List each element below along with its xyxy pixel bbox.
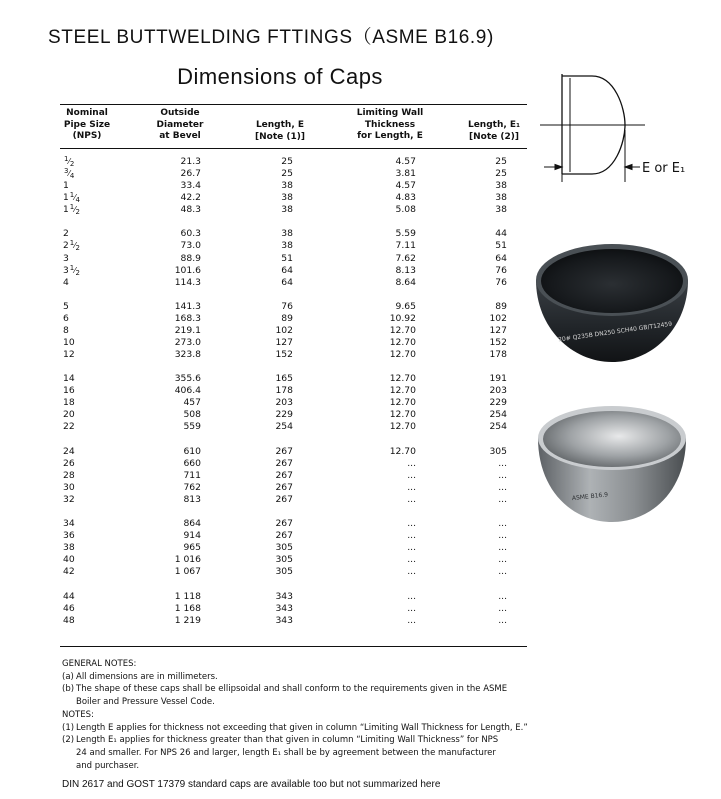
cell-length-e1: 178 — [489, 349, 507, 361]
cell-length-e1: ... — [498, 566, 507, 578]
nps-fraction-slash: ⁄ — [74, 241, 76, 251]
cell-nps — [63, 240, 80, 252]
cell-nps: 10 — [63, 336, 75, 348]
header-od — [150, 108, 210, 143]
cell-length-e1: ... — [498, 518, 507, 530]
note-2-mark: (2) — [62, 735, 75, 746]
nps-fraction-slash: ⁄ — [68, 157, 70, 166]
table-row — [0, 542, 560, 554]
header-limiting-wall — [350, 108, 430, 143]
nps-whole: 1 — [63, 205, 69, 216]
table-row — [0, 397, 560, 409]
cell-nps: 8 — [63, 324, 69, 336]
table-row — [0, 313, 560, 325]
cell-nps: 48 — [63, 614, 75, 626]
cell-outside-diameter: 864 — [183, 518, 201, 530]
cell-length-e: 267 — [275, 481, 293, 493]
cell-length-e1: 305 — [489, 445, 507, 457]
nps-denominator: 4 — [69, 172, 75, 181]
row-group-gap — [0, 578, 560, 590]
cell-length-e1: 203 — [489, 385, 507, 397]
cell-length-e: 305 — [275, 542, 293, 554]
general-note-b — [62, 683, 532, 696]
cell-outside-diameter: 273.0 — [174, 336, 201, 348]
cell-length-e: 89 — [281, 312, 293, 324]
table-row — [0, 277, 560, 289]
cell-limiting-wall: 7.11 — [395, 240, 416, 252]
cell-length-e1: 89 — [495, 300, 507, 312]
table-title: Dimensions of Caps — [177, 64, 383, 89]
nps-numerator: 1 — [69, 263, 75, 272]
note-1 — [62, 722, 532, 735]
page-title: STEEL BUTTWELDING FTTINGS（ASME B16.9) — [48, 27, 494, 48]
cell-limiting-wall: 10.92 — [389, 312, 416, 324]
cell-limiting-wall: 9.65 — [395, 300, 416, 312]
cell-nps: 16 — [63, 385, 75, 397]
cell-length-e1: ... — [498, 481, 507, 493]
cell-limiting-wall: ... — [407, 457, 416, 469]
cell-outside-diameter: 1 016 — [174, 554, 201, 566]
table-row — [0, 554, 560, 566]
table-row — [0, 168, 560, 180]
cell-limiting-wall: 3.81 — [395, 168, 416, 180]
cell-nps: 38 — [63, 542, 75, 554]
nps-numerator: 1 — [69, 203, 75, 212]
cell-length-e: 267 — [275, 518, 293, 530]
notes-section — [62, 658, 532, 772]
general-note-b-text: The shape of these caps shall be ellipsoidal and shall conform to the requirements given in the ASME — [76, 684, 508, 695]
nps-whole: 3 — [63, 265, 69, 276]
nps-fraction — [63, 204, 80, 216]
nps-numerator: 1 — [69, 191, 75, 200]
cell-nps: 40 — [63, 554, 75, 566]
header-od-line: Outside — [160, 108, 200, 118]
cell-limiting-wall: 12.70 — [389, 336, 416, 348]
cell-length-e: 25 — [281, 156, 293, 167]
cell-outside-diameter: 141.3 — [174, 300, 201, 312]
cell-outside-diameter: 508 — [183, 409, 201, 421]
cell-length-e1: ... — [498, 530, 507, 542]
cell-outside-diameter: 323.8 — [174, 349, 201, 361]
cell-nps — [63, 265, 80, 277]
table-row — [0, 566, 560, 578]
cell-outside-diameter: 219.1 — [174, 324, 201, 336]
table-top-rule — [60, 104, 527, 105]
cell-length-e: 25 — [281, 168, 293, 180]
cell-outside-diameter: 88.9 — [180, 252, 201, 264]
general-note-a-text: All dimensions are in millimeters. — [76, 671, 218, 682]
cell-length-e: 64 — [281, 264, 293, 276]
cell-length-e: 102 — [275, 324, 293, 336]
stainless-cap-photo — [532, 398, 692, 528]
cell-limiting-wall: ... — [407, 481, 416, 493]
table-row — [0, 156, 560, 168]
table-row — [0, 204, 560, 216]
cell-length-e1: ... — [498, 457, 507, 469]
cell-nps: 30 — [63, 481, 75, 493]
table-row — [0, 349, 560, 361]
cell-limiting-wall: 7.62 — [395, 252, 416, 264]
cell-length-e: 267 — [275, 493, 293, 505]
cell-limiting-wall: 12.70 — [389, 421, 416, 433]
header-length-e1-line: [Note (2)] — [469, 131, 519, 142]
cell-limiting-wall: 12.70 — [389, 349, 416, 361]
table-row — [0, 240, 560, 252]
cell-nps: 14 — [63, 373, 75, 385]
cell-length-e1: 76 — [495, 276, 507, 288]
black-cap-marking: 20# Q235B DN250 SCH40 GB/T12459 — [557, 320, 673, 344]
general-note-b-cont: Boiler and Pressure Vessel Code. — [76, 697, 215, 708]
cell-outside-diameter: 610 — [183, 445, 201, 457]
table-row — [0, 265, 560, 277]
note-2-cont: and purchaser. — [76, 760, 140, 771]
cell-length-e: 305 — [275, 554, 293, 566]
cell-length-e: 165 — [275, 373, 293, 385]
cell-length-e1: 44 — [495, 228, 507, 240]
cell-nps: 26 — [63, 457, 75, 469]
stainless-cap-marking: ASME B16.9 — [571, 491, 609, 503]
cell-outside-diameter: 559 — [183, 421, 201, 433]
cell-length-e1: ... — [498, 469, 507, 481]
cell-limiting-wall: ... — [407, 469, 416, 481]
cell-outside-diameter: 1 219 — [174, 614, 201, 626]
nps-denominator: 2 — [75, 244, 81, 253]
cell-outside-diameter: 42.2 — [180, 192, 201, 204]
cell-length-e1: 127 — [489, 324, 507, 336]
table-row — [0, 494, 560, 506]
cell-length-e: 343 — [275, 590, 293, 602]
table-row — [0, 301, 560, 313]
cell-length-e: 203 — [275, 397, 293, 409]
cell-limiting-wall: 12.70 — [389, 397, 416, 409]
stainless-cap-inside — [543, 411, 681, 467]
cell-length-e: 267 — [275, 457, 293, 469]
nps-numerator: 1 — [64, 155, 69, 163]
cell-length-e1: 254 — [489, 409, 507, 421]
note-2-cont: 24 and smaller. For NPS 26 and larger, length E₁ shall be by agreement between the manufacturer — [76, 747, 496, 758]
general-note-a-mark: (a) — [62, 671, 74, 682]
nps-denominator: 2 — [69, 160, 75, 168]
cell-length-e1: ... — [498, 602, 507, 614]
cell-nps: 2 — [63, 228, 69, 240]
cell-length-e: 127 — [275, 336, 293, 348]
cell-outside-diameter: 762 — [183, 481, 201, 493]
table-row — [0, 530, 560, 542]
cell-length-e: 38 — [281, 240, 293, 252]
cell-limiting-wall: 5.08 — [395, 204, 416, 216]
dimension-arrow — [544, 165, 640, 170]
cell-outside-diameter: 711 — [183, 469, 201, 481]
cell-nps: 20 — [63, 409, 75, 421]
cell-limiting-wall: 8.13 — [395, 264, 416, 276]
cell-length-e: 64 — [281, 276, 293, 288]
header-limiting-wall-line: Thickness — [364, 119, 416, 130]
cell-length-e: 152 — [275, 349, 293, 361]
cell-length-e1: ... — [498, 554, 507, 566]
cell-outside-diameter: 1 168 — [174, 602, 201, 614]
cell-length-e1: 64 — [495, 252, 507, 264]
cell-limiting-wall: 12.70 — [389, 409, 416, 421]
table-row — [0, 421, 560, 433]
cell-nps: 6 — [63, 312, 69, 324]
cell-outside-diameter: 21.3 — [180, 156, 201, 167]
cell-outside-diameter: 406.4 — [174, 385, 201, 397]
cell-limiting-wall: 12.70 — [389, 373, 416, 385]
cell-limiting-wall: ... — [407, 554, 416, 566]
cell-length-e1: 191 — [489, 373, 507, 385]
cell-limiting-wall: 4.57 — [395, 156, 416, 167]
cell-outside-diameter: 355.6 — [174, 373, 201, 385]
cell-limiting-wall: ... — [407, 518, 416, 530]
cell-length-e1: 51 — [495, 240, 507, 252]
row-group-gap — [0, 289, 560, 301]
cell-limiting-wall: ... — [407, 590, 416, 602]
table-row — [0, 192, 560, 204]
row-group-gap — [0, 361, 560, 373]
header-length-e-line: [Note (1)] — [255, 131, 305, 142]
cell-length-e1: 229 — [489, 397, 507, 409]
cell-outside-diameter: 33.4 — [180, 180, 201, 192]
cell-outside-diameter: 660 — [183, 457, 201, 469]
table-header-rule — [60, 148, 527, 149]
cell-limiting-wall: ... — [407, 614, 416, 626]
note-2-text: Length E₁ applies for thickness greater than that given in column “Limiting Wall Thickness” for NPS — [76, 735, 499, 746]
cell-limiting-wall: 4.83 — [395, 192, 416, 204]
cell-limiting-wall: ... — [407, 493, 416, 505]
nps-fraction — [63, 265, 80, 277]
cell-limiting-wall: 12.70 — [389, 445, 416, 457]
cell-outside-diameter: 813 — [183, 493, 201, 505]
header-nps-line: Nominal — [66, 108, 108, 118]
nps-numerator: 3 — [64, 167, 69, 176]
nps-fraction-slash: ⁄ — [74, 193, 76, 203]
cell-length-e: 51 — [281, 252, 293, 264]
cell-nps: 18 — [63, 397, 75, 409]
cell-length-e1: 38 — [495, 204, 507, 216]
cell-length-e1: ... — [498, 614, 507, 626]
general-notes-heading: GENERAL NOTES: — [62, 659, 137, 669]
cell-nps: 24 — [63, 445, 75, 457]
cell-length-e1: ... — [498, 542, 507, 554]
table-row — [0, 482, 560, 494]
table-row — [0, 253, 560, 265]
table-bottom-rule — [60, 646, 527, 647]
table-row — [0, 325, 560, 337]
table-row — [0, 615, 560, 627]
cell-length-e: 38 — [281, 180, 293, 192]
row-group-gap — [0, 434, 560, 446]
cell-length-e: 178 — [275, 385, 293, 397]
cell-length-e: 343 — [275, 602, 293, 614]
nps-fraction — [63, 168, 74, 180]
nps-denominator: 2 — [75, 268, 81, 277]
footer-note: DIN 2617 and GOST 17379 standard caps are available too but not summarized here — [62, 779, 441, 790]
cell-outside-diameter: 101.6 — [174, 264, 201, 276]
table-body — [0, 156, 560, 627]
cell-nps: 28 — [63, 469, 75, 481]
nps-denominator: 2 — [75, 208, 81, 217]
nps-whole: 2 — [63, 241, 69, 252]
cell-nps — [63, 168, 74, 180]
cell-nps: 4 — [63, 276, 69, 288]
header-limiting-wall-line: for Length, E — [357, 131, 423, 141]
cell-outside-diameter: 114.3 — [174, 276, 201, 288]
cell-length-e1: 25 — [495, 168, 507, 180]
nps-denominator: 4 — [75, 196, 81, 205]
nps-numerator: 1 — [69, 239, 75, 248]
table-row — [0, 470, 560, 482]
black-cap-photo — [532, 238, 692, 368]
cell-nps: 22 — [63, 421, 75, 433]
header-nps — [60, 108, 114, 143]
general-note-b-mark: (b) — [62, 684, 75, 695]
cell-outside-diameter: 965 — [183, 542, 201, 554]
dimension-label: E or E₁ — [642, 161, 686, 176]
cell-length-e1: ... — [498, 590, 507, 602]
cell-length-e1: 38 — [495, 192, 507, 204]
cell-nps: 32 — [63, 493, 75, 505]
cell-length-e1: 152 — [489, 336, 507, 348]
cell-limiting-wall: ... — [407, 542, 416, 554]
cell-limiting-wall: 4.57 — [395, 180, 416, 192]
cell-length-e1: ... — [498, 493, 507, 505]
note-1-text: Length E applies for thickness not exceeding that given in column “Limiting Wall Thickness for Length, E.” — [76, 722, 528, 733]
cell-nps: 46 — [63, 602, 75, 614]
table-row — [0, 518, 560, 530]
cell-outside-diameter: 73.0 — [180, 240, 201, 252]
cell-length-e: 267 — [275, 530, 293, 542]
cell-nps: 44 — [63, 590, 75, 602]
cell-nps: 1 — [63, 180, 69, 192]
table-row — [0, 385, 560, 397]
note-1-mark: (1) — [62, 722, 75, 733]
cell-limiting-wall: 5.59 — [395, 228, 416, 240]
cell-length-e: 305 — [275, 566, 293, 578]
header-limiting-wall-line: Limiting Wall — [356, 108, 424, 118]
cell-length-e: 76 — [281, 300, 293, 312]
header-length-e1-line: Length, E₁ — [467, 120, 521, 130]
table-row — [0, 373, 560, 385]
cell-length-e1: 38 — [495, 180, 507, 192]
cell-length-e: 254 — [275, 421, 293, 433]
cell-length-e: 267 — [275, 445, 293, 457]
cell-outside-diameter: 1 118 — [174, 590, 201, 602]
cell-limiting-wall: 12.70 — [389, 385, 416, 397]
cell-length-e: 229 — [275, 409, 293, 421]
cell-outside-diameter: 1 067 — [174, 566, 201, 578]
cell-nps: 12 — [63, 349, 75, 361]
cell-nps — [63, 204, 80, 216]
cell-length-e: 343 — [275, 614, 293, 626]
nps-fraction — [63, 240, 80, 252]
cell-limiting-wall: ... — [407, 566, 416, 578]
cell-length-e1: 76 — [495, 264, 507, 276]
table-row — [0, 228, 560, 240]
cell-outside-diameter: 914 — [183, 530, 201, 542]
cell-outside-diameter: 26.7 — [180, 168, 201, 180]
header-nps-line: Pipe Size — [63, 119, 111, 130]
table-row — [0, 409, 560, 421]
header-length-e — [250, 120, 310, 143]
notes-heading: NOTES: — [62, 709, 94, 720]
cell-length-e1: 25 — [495, 156, 507, 167]
header-nps-line: (NPS) — [72, 131, 102, 141]
nps-fraction-slash: ⁄ — [74, 265, 76, 275]
table-row — [0, 180, 560, 192]
table-row — [0, 603, 560, 615]
cap-diagram — [540, 70, 720, 200]
header-od-line: Diameter — [156, 119, 204, 130]
table-row — [0, 458, 560, 470]
table-row — [0, 446, 560, 458]
header-length-e1 — [464, 120, 524, 143]
table-row — [0, 591, 560, 603]
cell-outside-diameter: 168.3 — [174, 312, 201, 324]
row-group-gap — [0, 216, 560, 228]
cell-nps: 42 — [63, 566, 75, 578]
table-row — [0, 337, 560, 349]
cell-length-e: 38 — [281, 228, 293, 240]
cell-length-e: 38 — [281, 192, 293, 204]
nps-fraction-slash: ⁄ — [74, 205, 76, 215]
cell-outside-diameter: 457 — [183, 397, 201, 409]
header-length-e-line: Length, E — [255, 120, 305, 130]
cell-length-e1: 102 — [489, 312, 507, 324]
row-group-gap — [0, 506, 560, 518]
cell-length-e: 267 — [275, 469, 293, 481]
cell-outside-diameter: 48.3 — [180, 204, 201, 216]
cell-limiting-wall: ... — [407, 602, 416, 614]
cell-limiting-wall: 8.64 — [395, 276, 416, 288]
cell-limiting-wall: 12.70 — [389, 324, 416, 336]
cell-length-e1: 254 — [489, 421, 507, 433]
cell-nps: 5 — [63, 300, 69, 312]
nps-whole: 1 — [63, 193, 69, 204]
black-cap-inside — [541, 249, 683, 313]
nps-fraction-slash: ⁄ — [68, 169, 70, 179]
cell-outside-diameter: 60.3 — [180, 228, 201, 240]
general-note-a — [62, 671, 532, 684]
cell-limiting-wall: ... — [407, 530, 416, 542]
cell-nps: 3 — [63, 252, 69, 264]
cap-outline — [562, 74, 625, 174]
cell-length-e: 38 — [281, 204, 293, 216]
header-od-line: at Bevel — [159, 131, 201, 141]
note-2 — [62, 734, 532, 747]
cell-nps: 36 — [63, 530, 75, 542]
cell-nps: 34 — [63, 518, 75, 530]
